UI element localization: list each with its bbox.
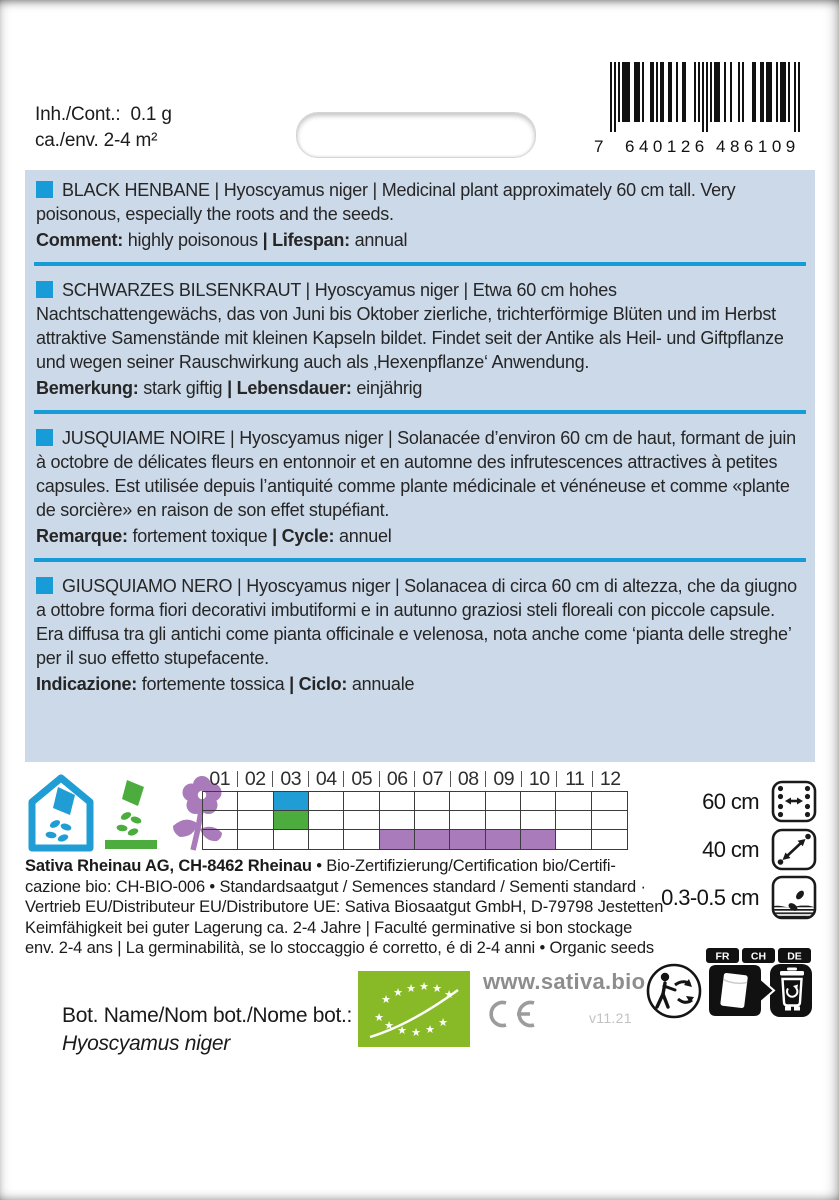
disposal-label	[704, 947, 816, 1024]
row-spacing-label: 60 cm	[702, 788, 759, 814]
company-line: cazione bio: CH-BIO-006 • Standardsaatgut / Semences standard / Sementi standard ·	[25, 877, 646, 896]
calendar-month-label: 08	[451, 768, 487, 791]
calendar-month-header	[202, 767, 628, 791]
section-german	[34, 271, 806, 405]
content-info	[35, 102, 172, 154]
coverage-value: ca./env. 2-4 m²	[35, 130, 158, 151]
calendar-cell-flowering-05	[344, 830, 379, 849]
calendar-cell-direct-sowing-08	[450, 811, 485, 830]
section-german-meta	[36, 376, 804, 400]
section-french-body: JUSQUIAME NOIRE | Hyoscyamus niger | Solanacée d’environ 60 cm de haut, formant de juin à octobre de délicates fleurs en entonnoir et en automne des infrutescences attractives à petites capsules. Est utilisée depuis l’antiquité comme plante médicinale et vénéneuse et comme «plante de sorcière» en raison de son effet stupéfiant.	[36, 428, 796, 520]
calendar-cell-flowering-06	[380, 830, 415, 849]
barcode-digit-prefix: 7	[594, 137, 608, 156]
meta-value: einjährig	[351, 378, 423, 398]
calendar-cell-flowering-10	[521, 830, 556, 849]
svg-text:★: ★	[419, 981, 429, 993]
triman-recycling-icon	[644, 961, 704, 1026]
eu-organic-leaf-icon	[358, 971, 470, 1047]
calendar-cell-direct-sowing-02	[238, 811, 273, 830]
calendar-month-label: 07	[415, 768, 451, 791]
cyan-divider	[34, 262, 806, 266]
calendar-cell-direct-sowing-05	[344, 811, 379, 830]
meta-value: stark giftig	[138, 378, 228, 398]
barcode-digit-group2: 486109	[716, 137, 800, 156]
meta-label: Bemerkung:	[36, 378, 139, 398]
calendar-grid	[202, 791, 628, 850]
botanical-name-value: Hyoscyamus niger	[62, 1032, 230, 1055]
calendar-cell-direct-sowing-06	[380, 811, 415, 830]
botanical-name	[62, 1002, 352, 1058]
meta-value: annual	[349, 230, 408, 250]
meta-value: highly poisonous	[123, 230, 263, 250]
section-italian	[34, 567, 806, 701]
section-italian-meta	[36, 672, 804, 696]
sowing-depth-label: 0.3-0.5 cm	[661, 884, 759, 910]
row-spacing	[612, 780, 817, 823]
company-line: Sativa Rheinau AG, CH-8462 Rheinau • Bio-Zertifizierung/Certification bio/Certifi-	[25, 857, 616, 875]
sowing-calendar	[202, 767, 628, 850]
company-line: env. 2-4 ans | La germinabilità, se lo stoccaggio é corretto, é di 2-4 anni • Organic seeds	[25, 939, 654, 958]
meta-label: Remarque:	[36, 526, 128, 546]
cyan-divider	[34, 558, 806, 562]
svg-text:★: ★	[438, 1017, 448, 1029]
calendar-month-label: 04	[309, 768, 345, 791]
barcode-digit-group1: 640126	[625, 137, 709, 156]
calendar-month-label: 12	[599, 767, 621, 790]
calendar-cell-greenhouse-sowing-02	[238, 792, 273, 811]
hang-hole	[296, 112, 536, 158]
cyan-divider	[34, 410, 806, 414]
calendar-cell-direct-sowing-09	[486, 811, 521, 830]
calendar-cell-flowering-08	[450, 830, 485, 849]
svg-text:★: ★	[425, 1024, 435, 1036]
ce-mark-icon	[483, 998, 541, 1035]
calendar-cell-direct-sowing-07	[415, 811, 450, 830]
calendar-cell-greenhouse-sowing-10	[521, 792, 556, 811]
meta-label: | Lifespan:	[262, 230, 350, 250]
svg-text:★: ★	[374, 1012, 384, 1024]
section-german-body: SCHWARZES BILSENKRAUT | Hyoscyamus niger | Etwa 60 cm hohes Nachtschattengewächs, das von Juni bis Oktober zierliche, trichterförmige Blüten und im Herbst attraktive Samenstände mit kleinen Kapseln bildet. Findet seit der Antike als Heil- und Giftpflanze und wegen seiner Rauschwirkung auch als ‚Hexenpflanze‘ Anwendung.	[36, 280, 784, 372]
section-english	[34, 171, 806, 257]
calendar-cell-direct-sowing-10	[521, 811, 556, 830]
meta-label: | Cycle:	[272, 526, 335, 546]
plant-spacing-icon	[771, 828, 817, 871]
calendar-cell-greenhouse-sowing-09	[486, 792, 521, 811]
cyan-square-bullet-icon	[36, 429, 53, 446]
calendar-month-label: 02	[238, 768, 274, 791]
svg-text:★: ★	[384, 1020, 394, 1032]
cyan-square-bullet-icon	[36, 281, 53, 298]
company-line: Keimfähigkeit bei guter Lagerung ca. 2-4 Jahre | Faculté germinative si bon stockage	[25, 918, 633, 937]
disposal-tab-fr: FR	[715, 950, 730, 963]
calendar-month-label: 01	[202, 768, 238, 791]
barcode	[594, 62, 809, 162]
company-name: Sativa Rheinau AG, CH-8462 Rheinau	[25, 857, 312, 875]
version-label: v11.21	[589, 1010, 632, 1026]
calendar-cell-flowering-01	[203, 830, 238, 849]
section-english-meta	[36, 228, 804, 252]
meta-value: annuel	[334, 526, 392, 546]
svg-text:★: ★	[397, 1025, 407, 1037]
calendar-month-label: 06	[380, 768, 416, 791]
section-english-body: BLACK HENBANE | Hyoscyamus niger | Medicinal plant approximately 60 cm tall. Very poisonous, especially the roots and the seeds.	[36, 180, 736, 224]
meta-value: annuale	[347, 674, 415, 694]
calendar-cell-direct-sowing-01	[203, 811, 238, 830]
content-label: Inh./Cont.:	[35, 104, 121, 125]
company-line: Vertrieb EU/Distributeur EU/Distributore UE: Sativa Biosaatgut GmbH, D-79798 Jestetten	[25, 898, 664, 917]
content-value: 0.1 g	[130, 104, 172, 125]
calendar-month-label: 11	[557, 768, 593, 791]
calendar-month-label: 10	[522, 768, 558, 791]
meta-label: Indicazione:	[36, 674, 138, 694]
company-info	[25, 856, 663, 959]
svg-text:★: ★	[432, 983, 442, 995]
calendar-cell-greenhouse-sowing-07	[415, 792, 450, 811]
disposal-tab-ch: CH	[750, 950, 767, 963]
cyan-square-bullet-icon	[36, 181, 53, 198]
calendar-cell-flowering-07	[415, 830, 450, 849]
section-french	[34, 419, 806, 553]
section-french-meta	[36, 524, 804, 548]
sowing-legend-icons	[28, 774, 226, 852]
calendar-cell-flowering-09	[486, 830, 521, 849]
calendar-cell-greenhouse-sowing-05	[344, 792, 379, 811]
plant-spacing-label: 40 cm	[702, 836, 759, 862]
calendar-cell-greenhouse-sowing-01	[203, 792, 238, 811]
website-url: www.sativa.bio	[483, 969, 646, 994]
sowing-depth-icon	[771, 875, 817, 920]
calendar-cell-flowering-03	[274, 830, 309, 849]
botanical-name-label: Bot. Name/Nom bot./Nome bot.:	[62, 1004, 353, 1027]
calendar-cell-greenhouse-sowing-11	[556, 792, 591, 811]
meta-value: fortement toxique	[127, 526, 273, 546]
cyan-square-bullet-icon	[36, 577, 53, 594]
description-panel	[25, 170, 815, 762]
calendar-cell-greenhouse-sowing-08	[450, 792, 485, 811]
direct-sowing-icon	[105, 774, 157, 852]
eu-organic-logo	[358, 971, 470, 1047]
row-spacing-icon	[771, 780, 817, 823]
svg-text:★: ★	[444, 989, 454, 1001]
svg-text:★: ★	[393, 987, 403, 999]
meta-value: fortemente tossica	[137, 674, 290, 694]
calendar-cell-greenhouse-sowing-04	[309, 792, 344, 811]
disposal-tab-de: DE	[787, 950, 802, 963]
barcode-bars-icon	[610, 62, 802, 132]
calendar-cell-direct-sowing-11	[556, 811, 591, 830]
calendar-month-label: 03	[273, 768, 309, 791]
svg-text:★: ★	[411, 1027, 421, 1039]
meta-label: | Ciclo:	[289, 674, 348, 694]
meta-label: Comment:	[36, 230, 123, 250]
calendar-month-label: 05	[344, 768, 380, 791]
greenhouse-sowing-icon	[28, 774, 94, 852]
calendar-month-label: 09	[486, 768, 522, 791]
svg-text:★: ★	[406, 983, 416, 995]
calendar-cell-direct-sowing-03	[274, 811, 309, 830]
calendar-cell-flowering-02	[238, 830, 273, 849]
calendar-cell-greenhouse-sowing-06	[380, 792, 415, 811]
meta-label: | Lebensdauer:	[227, 378, 352, 398]
calendar-cell-flowering-04	[309, 830, 344, 849]
calendar-cell-greenhouse-sowing-03	[274, 792, 309, 811]
calendar-cell-direct-sowing-04	[309, 811, 344, 830]
svg-text:★: ★	[381, 994, 391, 1006]
section-italian-body: GIUSQUIAMO NERO | Hyoscyamus niger | Solanacea di circa 60 cm di altezza, che da giugno a ottobre forma fiori decorativi imbutiformi e in autunno graziosi steli floreali con piccole capsule. Era diffusa tra gli antichi come pianta officinale e velenosa, nota anche come ‘pianta delle streghe’ per il suo effetto stupefacente.	[36, 576, 797, 668]
calendar-cell-flowering-11	[556, 830, 591, 849]
